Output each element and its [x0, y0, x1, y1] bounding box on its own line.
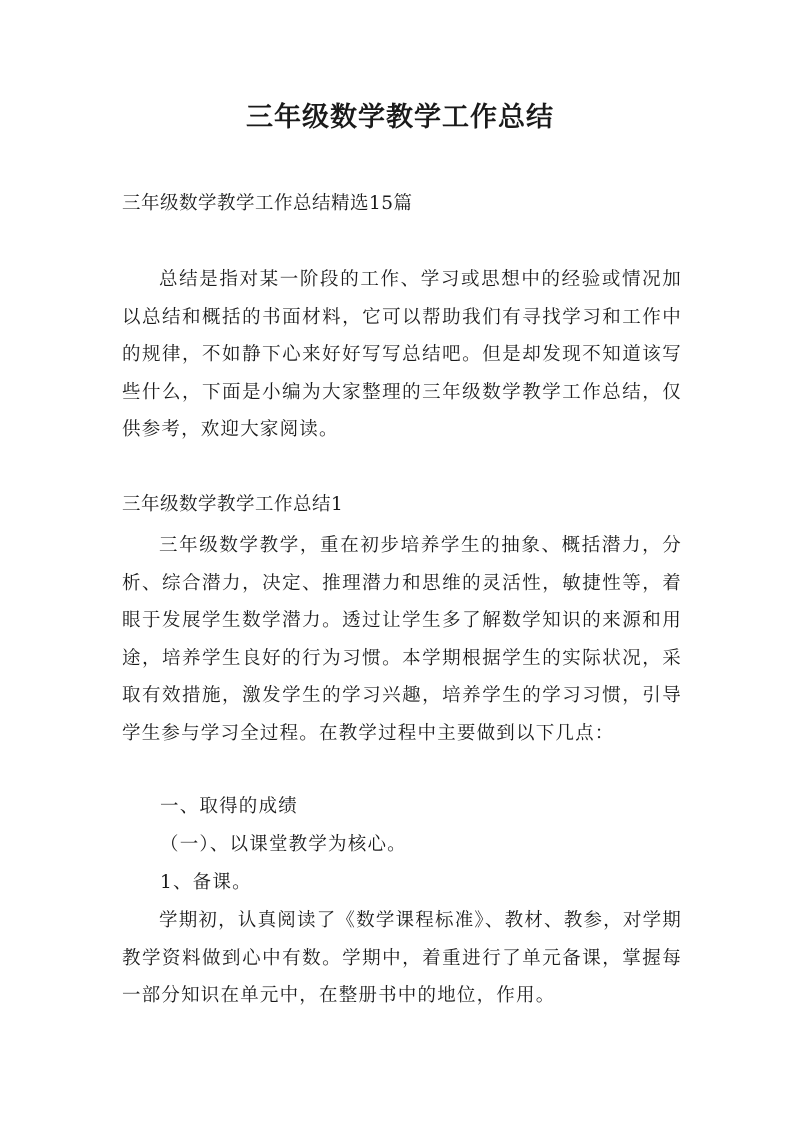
document-subtitle: 三年级数学教学工作总结精选15篇 — [122, 193, 413, 214]
section-heading: 三年级数学教学工作总结1 — [122, 494, 344, 515]
heading-classroom-core: （一）、以课堂教学为核心。 — [160, 834, 407, 855]
document-title: 三年级数学教学工作总结 — [246, 102, 554, 133]
lesson-prep-paragraph: 学期初，认真阅读了《数学课程标准》、教材、教参，对学期教学资料做到心中有数。学期中，着重进行了单元备课，掌握每一部分知识在单元中，在整册书中的地位，作用。 — [122, 910, 682, 1006]
intro-paragraph: 总结是指对某一阶段的工作、学习或思想中的经验或情况加以总结和概括的书面材料，它可以帮助我们有寻找学习和工作中的规律，不如静下心来好好写写总结吧。但是却发现不知道该写些什么，下面是小编为大家整理的三年级数学教学工作总结，仅供参考，欢迎大家阅读。 — [122, 269, 682, 440]
section-body-paragraph: 三年级数学教学，重在初步培养学生的抽象、概括潜力，分析、综合潜力，决定、推理潜力和思维的灵活性，敏捷性等，着眼于发展学生数学潜力。透过让学生多了解数学知识的来源和用途，培养学生良好的行为习惯。本学期根据学生的实际状况，采取有效措施，激发学生的学习兴趣，培养学生的学习习惯，引导学生参与学习全过程。在教学过程中主要做到以下几点： — [122, 535, 682, 744]
heading-lesson-prep: 1、备课。 — [160, 872, 252, 893]
heading-achievements: 一、取得的成绩 — [160, 796, 298, 817]
